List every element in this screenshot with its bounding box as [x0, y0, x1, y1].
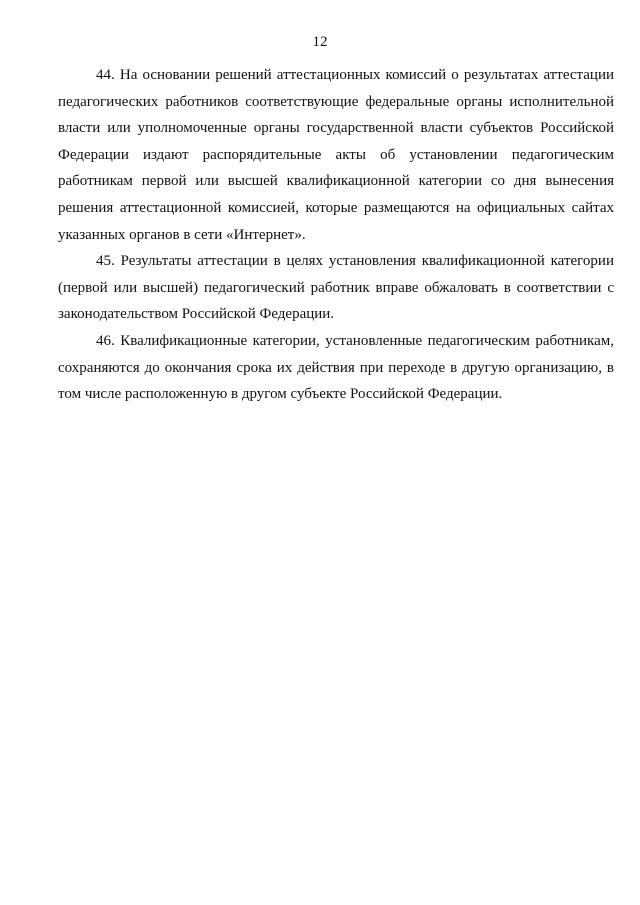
paragraph-45: 45. Результаты аттестации в целях установления квалификационной категории (первой или высшей) педагогический работник вправе обжаловать в соответствии с законодательством Российской Федерации. — [58, 253, 614, 323]
document-body — [58, 62, 614, 408]
paragraph-46: 46. Квалификационные категории, установленные педагогическим работникам, сохраняются до окончания срока их действия при переходе в другую организацию, в том числе расположенную в другом субъекте Российской Федерации. — [58, 332, 614, 403]
paragraph-44: 44. На основании решений аттестационных комиссий о результатах аттестации педагогических работников соответствующие федеральные органы исполнительной власти или уполномоченные органы государственной власти субъектов Российской Федерации издают распорядительные акты об установлении педагогическим работникам первой или высшей квалификационной категории со дня вынесения решения аттестационной комиссией, которые размещаются на официальных сайтах указанных органов в сети «Интернет». — [58, 67, 614, 243]
page-number: 12 — [312, 34, 328, 50]
